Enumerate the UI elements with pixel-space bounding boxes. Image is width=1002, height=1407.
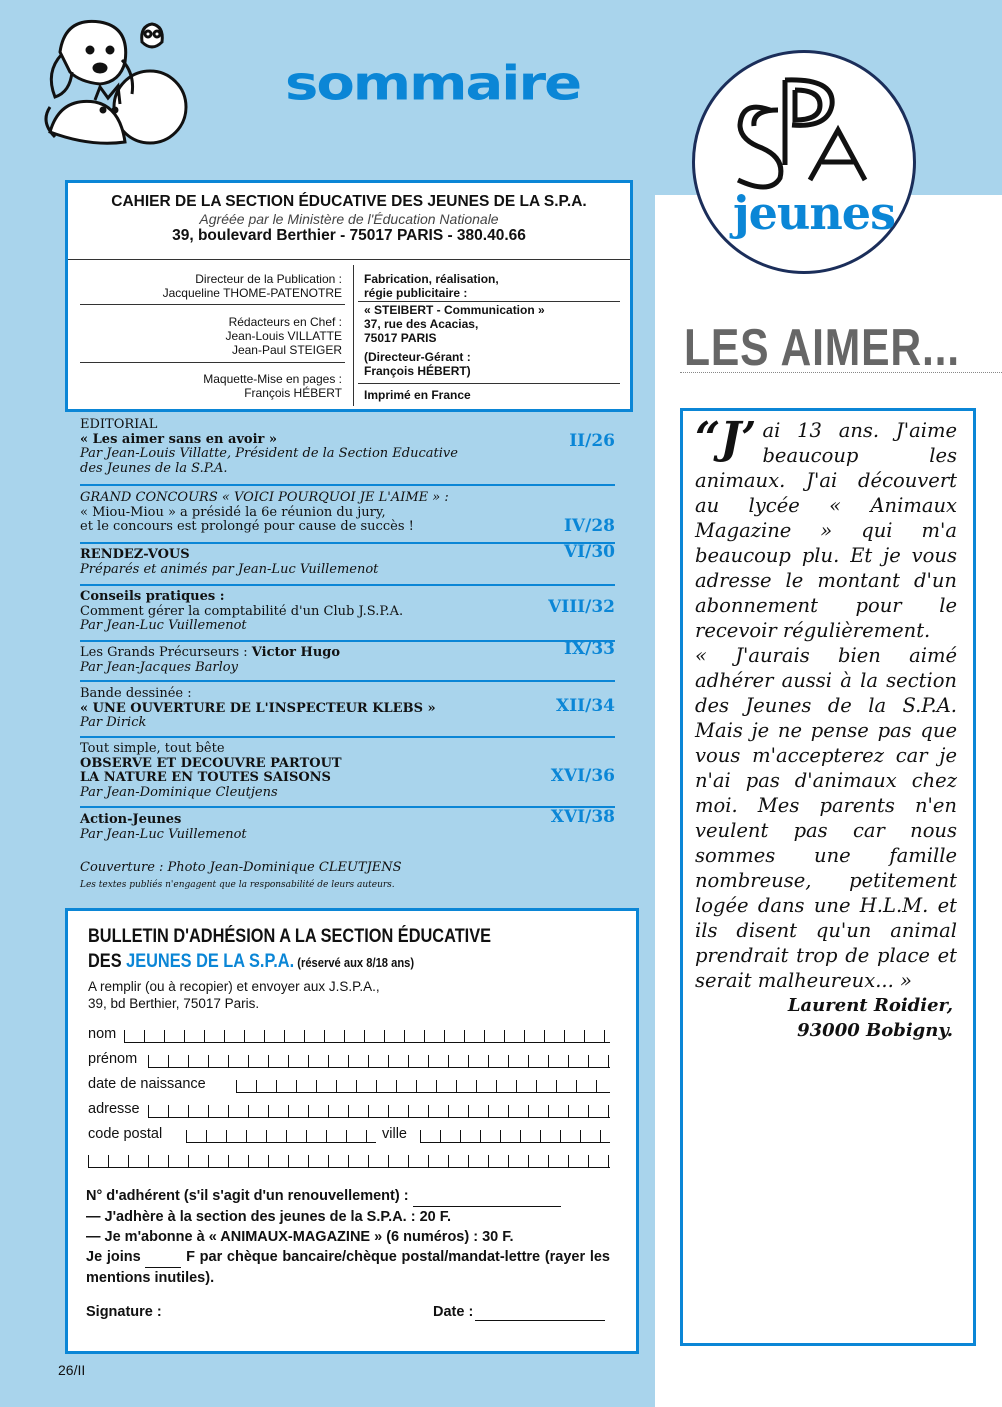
masthead-approval: Agréée par le Ministère de l'Éducation Nationale [199, 211, 499, 227]
headline-rule [680, 372, 1002, 373]
credit-layout [62, 372, 342, 400]
reader-letter [695, 413, 957, 1043]
adherent-number-input[interactable] [413, 1186, 561, 1207]
toc-page-number: XII/34 [556, 696, 615, 716]
letters-headline: LES AIMER... [684, 319, 960, 377]
toc-rule [80, 640, 615, 642]
option-subscription[interactable]: — Je m'abonne à « ANIMAUX-MAGAZINE » (6 numéros) : 30 F. [86, 1229, 514, 1245]
toc-page-number: IV/28 [563, 516, 615, 536]
toc-heading: Action-Jeunes [80, 812, 182, 827]
letter-drop-cap: “J’ [695, 413, 757, 464]
toc-page-number: VIII/32 [548, 597, 615, 617]
toc-page-number: VI/30 [563, 542, 615, 562]
toc-title: et le concours est prolongé pour cause de succès ! [80, 519, 414, 534]
toc-title: « Miou-Miou » a présidé la 6e réunion du jury, [80, 504, 386, 520]
toc-heading: EDITORIAL [80, 417, 158, 432]
credit-agency [364, 303, 624, 345]
credit-separator [358, 383, 620, 384]
credit-editors [62, 315, 342, 357]
credit-line: 75017 PARIS [364, 331, 437, 345]
toc-author: Par Dirick [80, 715, 147, 730]
disclaimer: Les textes publiés n'engagent que la responsabilité de leurs auteurs. [80, 880, 395, 890]
date-input[interactable] [475, 1304, 605, 1321]
option-membership[interactable]: — J'adhère à la section des jeunes de la S.P.A. : 20 F. [86, 1209, 452, 1225]
toc-author: Préparés et animés par Jean-Luc Vuillemenot [80, 561, 379, 577]
logo-subtitle: jeunes [733, 186, 895, 240]
toc-entry-editorial[interactable] [80, 418, 615, 476]
toc-entry-bande-dessinee[interactable] [80, 687, 615, 731]
adherent-number-label: N° d'adhérent (s'il s'agit d'un renouvellement) : [86, 1188, 409, 1204]
label-ville: ville [382, 1126, 407, 1142]
credit-name: François HÉBERT [244, 386, 342, 400]
toc-heading: Conseils pratiques : [80, 589, 225, 604]
toc-heading: Bande dessinée : [80, 686, 192, 701]
payment-prefix: Je joins [86, 1249, 146, 1265]
masthead-header [65, 193, 633, 245]
toc-author: des Jeunes de la S.P.A. [80, 460, 228, 476]
credit-role: Directeur de la Publication : [195, 272, 342, 286]
credit-separator [80, 304, 345, 305]
label-date-naissance: date de naissance [88, 1076, 206, 1092]
payment-amount-input[interactable] [145, 1247, 181, 1268]
masthead-divider [68, 259, 630, 260]
toc-author: Par Jean-Luc Vuillemenot [80, 618, 247, 633]
code-postal-input[interactable] [186, 1130, 376, 1143]
form-title: BULLETIN D'ADHÉSION A LA SECTION ÉDUCATIVE [88, 926, 492, 947]
toc-page-number: II/26 [569, 431, 615, 451]
credit-name: Jean-Paul STEIGER [231, 343, 342, 357]
toc-rule [80, 542, 615, 544]
cover-credit: Couverture : Photo Jean-Dominique CLEUTJENS [80, 860, 402, 875]
toc-title: OBSERVE ET DECOUVRE PARTOUT [80, 755, 342, 771]
payment-line [86, 1247, 610, 1288]
label-prenom: prénom [88, 1051, 138, 1067]
form-options [86, 1186, 610, 1288]
label-adresse: adresse [88, 1101, 140, 1117]
credit-printing [364, 388, 624, 402]
toc-heading-subject: Victor Hugo [251, 645, 341, 660]
toc-entry-nature[interactable] [80, 742, 615, 800]
credit-name: Jacqueline THOME-PATENOTRE [162, 286, 342, 300]
form-title-2 [88, 951, 414, 973]
prenom-input[interactable] [148, 1055, 610, 1068]
toc-rule [80, 806, 615, 808]
credit-manager [364, 350, 624, 378]
credit-line: « STEIBERT - Communication » [364, 303, 545, 317]
adresse-input[interactable] [148, 1105, 610, 1118]
form-instructions: A remplir (ou à recopier) et envoyer aux J.S.P.A., 39, bd Berthier, 75017 Paris. [88, 979, 380, 1011]
credit-separator [80, 362, 345, 363]
date-label: Date : [433, 1304, 474, 1320]
credit-separator [358, 301, 620, 302]
label-nom: nom [88, 1026, 117, 1042]
date-naissance-input[interactable] [236, 1080, 610, 1093]
toc-entry-concours[interactable] [80, 491, 615, 535]
toc-author: Par Jean-Jacques Barloy [80, 659, 238, 675]
ville-input[interactable] [420, 1130, 610, 1143]
credit-role: Rédacteurs en Chef : [228, 315, 342, 329]
toc-author: Par Jean-Louis Villatte, Président de la Section Educative [80, 446, 458, 461]
signature-label: Signature : [86, 1304, 162, 1320]
form-title-prefix: DES [88, 951, 127, 972]
toc-entry-action-jeunes[interactable] [80, 807, 615, 842]
toc-heading: Tout simple, tout bête [80, 741, 225, 756]
toc-author: Par Jean-Dominique Cleutjens [80, 784, 278, 800]
credit-name: Jean-Louis VILLATTE [225, 329, 342, 343]
toc-title: LA NATURE EN TOUTES SAISONS [80, 770, 331, 785]
toc-heading [80, 646, 615, 661]
credit-production [364, 272, 624, 300]
toc-heading-text: Les Grands Précurseurs : [80, 645, 252, 660]
credit-line: 37, rue des Acacias, [364, 317, 479, 331]
adresse-extra-input[interactable] [88, 1155, 610, 1168]
animals-illustration-icon [40, 12, 190, 152]
date-field [433, 1304, 605, 1321]
label-code-postal: code postal [88, 1126, 163, 1142]
credits-divider [353, 265, 354, 406]
credit-line: Fabrication, réalisation, [364, 272, 499, 286]
credit-role: Maquette-Mise en pages : [203, 372, 342, 386]
payment-method-text: F par chèque bancaire/chèque postal/mandat-lettre (rayer les mentions inutiles). [86, 1249, 610, 1286]
toc-entry-rendez-vous[interactable] [80, 542, 615, 577]
toc-page-number: XVI/36 [550, 766, 615, 786]
credit-line: (Directeur-Gérant : [364, 350, 471, 364]
credit-line: François HÉBERT) [364, 364, 471, 378]
toc-rule [80, 584, 615, 586]
toc-page-number: XVI/38 [550, 807, 615, 827]
toc-entry-precurseurs[interactable] [80, 639, 615, 675]
toc-author: Par Jean-Luc Vuillemenot [80, 826, 247, 842]
toc-heading: GRAND CONCOURS « VOICI POURQUOI JE L'AIME » : [80, 490, 449, 505]
form-age-note: (réservé aux 8/18 ans) [294, 955, 415, 970]
toc-title: Comment gérer la comptabilité d'un Club J.S.P.A. [80, 603, 404, 619]
letter-signature-name: Laurent Roidier, [787, 995, 953, 1016]
letter-signature-city: 93000 Bobigny. [797, 1020, 953, 1041]
adherent-number-row [86, 1186, 610, 1207]
toc-rule [80, 736, 615, 738]
form-title-highlight: JEUNES DE LA S.P.A. [126, 951, 295, 972]
toc-title: « Les aimer sans en avoir » [80, 431, 278, 447]
toc-heading: RENDEZ-VOUS [80, 547, 190, 562]
credit-line: Imprimé en France [364, 388, 471, 402]
nom-input[interactable] [124, 1030, 610, 1043]
letter-paragraph-1: ai 13 ans. J'aime beaucoup les animaux. J'ai découvert au lycée « Animaux Magazine » qui m'a beaucoup plu. Et je vous adresse le montant d'un abonnement pour le recevoir régulièrement. [695, 419, 957, 642]
page-folio: 26/II [58, 1362, 86, 1378]
page-title: sommaire [285, 56, 581, 112]
toc-rule [80, 680, 615, 682]
toc-title: « UNE OUVERTURE DE L'INSPECTEUR KLEBS » [80, 700, 436, 716]
credit-line: régie publicitaire : [364, 286, 468, 300]
toc-page-number: IX/33 [563, 639, 615, 659]
toc-rule [80, 484, 615, 486]
credit-director [62, 272, 342, 300]
letter-paragraph-2: « J'aurais bien aimé adhérer aussi à la section des Jeunes de la S.P.A. Mais je ne pense pas que vous m'accepterez car je n'ai pas d'animaux chez moi. Mes parents n'en veulent pas car nous sommes une famille nombreuse, petitement logée dans une H.L.M. et ils disent qu'un animal prendrait trop de place et serait malheureux... » [695, 644, 957, 992]
masthead-address: 39, boulevard Berthier - 75017 PARIS - 380.40.66 [172, 227, 526, 244]
masthead-title: CAHIER DE LA SECTION ÉDUCATIVE DES JEUNES DE LA S.P.A. [111, 193, 587, 210]
toc-entry-conseils[interactable] [80, 590, 615, 634]
